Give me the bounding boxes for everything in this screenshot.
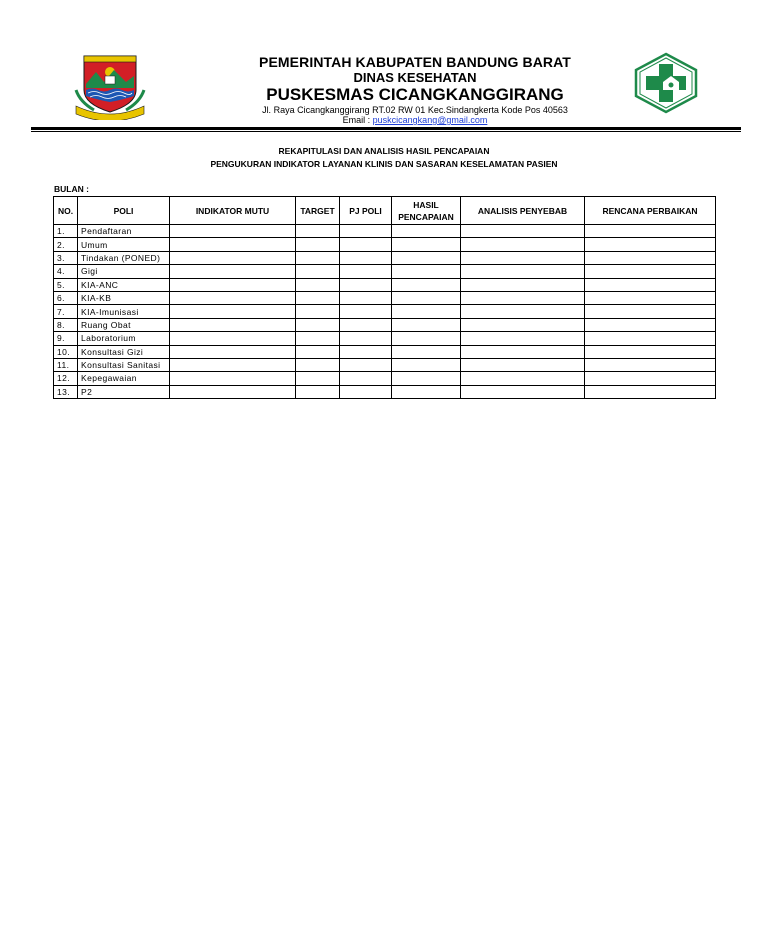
header-rule-thin (31, 131, 741, 132)
cell-indikator-mutu[interactable] (170, 278, 296, 291)
cell-poli: Pendaftaran (78, 225, 170, 238)
cell-no: 5. (54, 278, 78, 291)
header-email-line (190, 115, 640, 125)
cell-pj-poli[interactable] (340, 238, 392, 251)
cell-rencana-perbaikan[interactable] (585, 238, 716, 251)
cell-analisis-penyebab[interactable] (461, 332, 585, 345)
cell-poli: KIA-Imunisasi (78, 305, 170, 318)
cell-no: 11. (54, 358, 78, 371)
cell-hasil-pencapaian[interactable] (392, 358, 461, 371)
cell-hasil-pencapaian[interactable] (392, 305, 461, 318)
cell-no: 13. (54, 385, 78, 398)
table-row (54, 372, 716, 385)
cell-pj-poli[interactable] (340, 345, 392, 358)
table-row (54, 385, 716, 398)
cell-pj-poli[interactable] (340, 318, 392, 331)
cell-rencana-perbaikan[interactable] (585, 332, 716, 345)
cell-no: 2. (54, 238, 78, 251)
cell-indikator-mutu[interactable] (170, 318, 296, 331)
cell-analisis-penyebab[interactable] (461, 305, 585, 318)
cell-rencana-perbaikan[interactable] (585, 278, 716, 291)
cell-no: 9. (54, 332, 78, 345)
header-rule-thick (31, 127, 741, 130)
cell-indikator-mutu[interactable] (170, 305, 296, 318)
cell-hasil-pencapaian[interactable] (392, 225, 461, 238)
cell-rencana-perbaikan[interactable] (585, 225, 716, 238)
cell-pj-poli[interactable] (340, 265, 392, 278)
cell-target[interactable] (296, 345, 340, 358)
cell-target[interactable] (296, 238, 340, 251)
kabupaten-bandung-barat-logo (72, 52, 148, 120)
col-header-hasil-line2: PENCAPAIAN (398, 211, 454, 222)
cell-poli: KIA-KB (78, 291, 170, 304)
col-header-hasil-line1: HASIL (413, 199, 439, 210)
cell-rencana-perbaikan[interactable] (585, 358, 716, 371)
cell-target[interactable] (296, 278, 340, 291)
table-row (54, 332, 716, 345)
cell-analisis-penyebab[interactable] (461, 265, 585, 278)
table-row (54, 251, 716, 264)
col-header-poli: POLI (78, 197, 170, 225)
header-department: DINAS KESEHATAN (353, 70, 477, 85)
cell-poli: P2 (78, 385, 170, 398)
cell-no: 3. (54, 251, 78, 264)
cell-indikator-mutu[interactable] (170, 332, 296, 345)
cell-indikator-mutu[interactable] (170, 385, 296, 398)
puskesmas-logo (633, 52, 699, 114)
table-row (54, 358, 716, 371)
cell-analisis-penyebab[interactable] (461, 251, 585, 264)
cell-analisis-penyebab[interactable] (461, 291, 585, 304)
cell-analisis-penyebab[interactable] (461, 225, 585, 238)
cell-poli: Ruang Obat (78, 318, 170, 331)
cell-pj-poli[interactable] (340, 332, 392, 345)
cell-indikator-mutu[interactable] (170, 251, 296, 264)
cell-target[interactable] (296, 372, 340, 385)
document-title-line2: PENGUKURAN INDIKATOR LAYANAN KLINIS DAN SASARAN KESELAMATAN PASIEN (210, 159, 558, 169)
email-label: Email : (342, 115, 373, 125)
header-government: PEMERINTAH KABUPATEN BANDUNG BARAT (259, 54, 571, 70)
cell-pj-poli[interactable] (340, 358, 392, 371)
cell-hasil-pencapaian[interactable] (392, 385, 461, 398)
cell-hasil-pencapaian[interactable] (392, 291, 461, 304)
cell-hasil-pencapaian[interactable] (392, 318, 461, 331)
cell-pj-poli[interactable] (340, 372, 392, 385)
cell-rencana-perbaikan[interactable] (585, 385, 716, 398)
table-header-row (54, 197, 716, 225)
cell-target[interactable] (296, 305, 340, 318)
col-header-pj-poli: PJ POLI (340, 197, 392, 225)
cell-analisis-penyebab[interactable] (461, 238, 585, 251)
cell-rencana-perbaikan[interactable] (585, 318, 716, 331)
email-link[interactable]: puskcicangkang@gmail.com (372, 115, 488, 125)
cell-poli: Gigi (78, 265, 170, 278)
cell-hasil-pencapaian[interactable] (392, 372, 461, 385)
cell-no: 6. (54, 291, 78, 304)
cell-pj-poli[interactable] (340, 251, 392, 264)
cell-indikator-mutu[interactable] (170, 372, 296, 385)
cell-rencana-perbaikan[interactable] (585, 251, 716, 264)
header-address: Jl. Raya Cicangkanggirang RT.02 RW 01 Kec.Sindangkerta Kode Pos 40563 (262, 105, 568, 115)
cell-poli: KIA-ANC (78, 278, 170, 291)
cell-no: 1. (54, 225, 78, 238)
cell-target[interactable] (296, 318, 340, 331)
col-header-no: NO. (54, 197, 78, 225)
cell-target[interactable] (296, 291, 340, 304)
cell-target[interactable] (296, 385, 340, 398)
cell-indikator-mutu[interactable] (170, 291, 296, 304)
cell-pj-poli[interactable] (340, 291, 392, 304)
cell-poli: Kepegawaian (78, 372, 170, 385)
table-row (54, 345, 716, 358)
cell-analisis-penyebab[interactable] (461, 372, 585, 385)
cell-target[interactable] (296, 265, 340, 278)
table-row (54, 278, 716, 291)
cell-poli: Tindakan (PONED) (78, 251, 170, 264)
recap-table (53, 196, 716, 399)
cell-analisis-penyebab[interactable] (461, 345, 585, 358)
cell-rencana-perbaikan[interactable] (585, 291, 716, 304)
cell-analisis-penyebab[interactable] (461, 278, 585, 291)
cell-hasil-pencapaian[interactable] (392, 265, 461, 278)
cell-hasil-pencapaian[interactable] (392, 278, 461, 291)
cell-target[interactable] (296, 251, 340, 264)
header-puskesmas-name: PUSKESMAS CICANGKANGGIRANG (266, 85, 564, 104)
col-header-rencana: RENCANA PERBAIKAN (585, 197, 716, 225)
cell-no: 4. (54, 265, 78, 278)
cell-analisis-penyebab[interactable] (461, 358, 585, 371)
cell-no: 10. (54, 345, 78, 358)
cell-indikator-mutu[interactable] (170, 265, 296, 278)
cell-no: 8. (54, 318, 78, 331)
cell-rencana-perbaikan[interactable] (585, 345, 716, 358)
cell-pj-poli[interactable] (340, 225, 392, 238)
table-row (54, 318, 716, 331)
cell-analisis-penyebab[interactable] (461, 385, 585, 398)
cell-analisis-penyebab[interactable] (461, 318, 585, 331)
cell-no: 7. (54, 305, 78, 318)
cell-rencana-perbaikan[interactable] (585, 265, 716, 278)
col-header-indikator: INDIKATOR MUTU (170, 197, 296, 225)
col-header-hasil (392, 197, 461, 225)
cell-target[interactable] (296, 225, 340, 238)
document-title-line1: REKAPITULASI DAN ANALISIS HASIL PENCAPAIAN (278, 146, 490, 156)
cell-no: 12. (54, 372, 78, 385)
cell-hasil-pencapaian[interactable] (392, 251, 461, 264)
cell-poli: Konsultasi Sanitasi (78, 358, 170, 371)
cell-pj-poli[interactable] (340, 385, 392, 398)
table-row (54, 305, 716, 318)
cell-hasil-pencapaian[interactable] (392, 345, 461, 358)
cell-hasil-pencapaian[interactable] (392, 332, 461, 345)
table-row (54, 238, 716, 251)
table-row (54, 225, 716, 238)
cell-rencana-perbaikan[interactable] (585, 372, 716, 385)
col-header-target: TARGET (296, 197, 340, 225)
col-header-analisis: ANALISIS PENYEBAB (461, 197, 585, 225)
table-row (54, 265, 716, 278)
cell-target[interactable] (296, 358, 340, 371)
cell-poli: Laboratorium (78, 332, 170, 345)
cell-pj-poli[interactable] (340, 305, 392, 318)
table-row (54, 291, 716, 304)
cell-target[interactable] (296, 332, 340, 345)
cell-indikator-mutu[interactable] (170, 238, 296, 251)
cell-poli: Umum (78, 238, 170, 251)
cell-indikator-mutu[interactable] (170, 345, 296, 358)
cell-rencana-perbaikan[interactable] (585, 305, 716, 318)
month-label: BULAN : (54, 184, 89, 194)
cell-hasil-pencapaian[interactable] (392, 238, 461, 251)
cell-poli: Konsultasi Gizi (78, 345, 170, 358)
cell-indikator-mutu[interactable] (170, 358, 296, 371)
cell-pj-poli[interactable] (340, 278, 392, 291)
cell-indikator-mutu[interactable] (170, 225, 296, 238)
